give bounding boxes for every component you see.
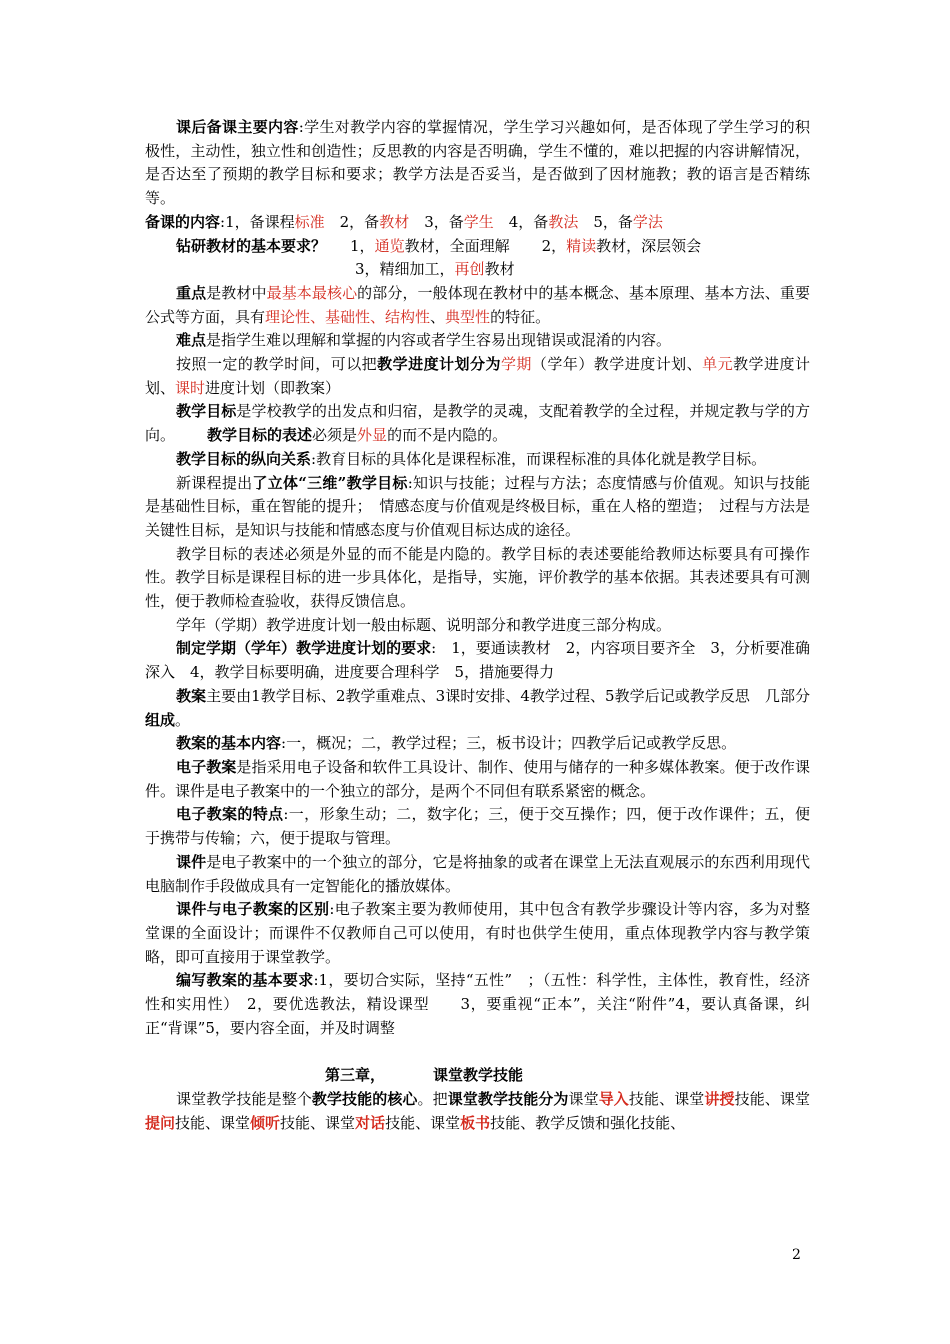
text-run: （学年）教学进度计划、 [531, 355, 703, 374]
text-run: 、 [430, 307, 446, 326]
text-run: 3，备 [409, 212, 464, 231]
text-run: 2，备 [324, 212, 380, 231]
highlight-text: 精读 [566, 236, 597, 255]
highlight-text: 讲授 [704, 1090, 735, 1109]
paragraph-three-dimensional-goals [145, 472, 810, 543]
chapter-title: 课堂教学技能 [433, 1066, 524, 1085]
text-run: 3，精细加工， [355, 260, 455, 279]
text-run: 5，备 [578, 212, 633, 231]
term-label: 难点 [176, 331, 207, 350]
paragraph-teaching-goal [145, 400, 810, 447]
paragraph-schedule-plan [145, 353, 810, 400]
highlight-text: 学期 [500, 355, 532, 374]
term-label: 电子教案 [176, 757, 237, 776]
term-label: 教案 [176, 686, 207, 705]
highlight-text: 再创 [454, 260, 485, 279]
highlight-text: 导入 [598, 1090, 629, 1109]
text-run: 教材，深层领会 [596, 236, 702, 255]
text-run: 进度计划（即教案） [205, 378, 341, 397]
text-run: 课堂教学技能是整个 [176, 1090, 312, 1109]
paragraph-text: 是指学生难以理解和掌握的内容或者学生容易出现错误或混淆的内容。 [206, 331, 672, 350]
paragraph-writing-requirements [145, 969, 810, 1040]
term-label: 课件 [176, 852, 207, 871]
bold-text: 组成 [145, 710, 176, 729]
paragraph-text: :一，形象生动；二，数字化；三，便于交互操作；四，便于改作课件；五，便于携带与传输；六，便于提取与管理。 [145, 805, 810, 848]
paragraph-text: :电子教案主要为教师使用，其中包含有教学步骤设计等内容，多为对整堂课的全面设计；而课件不仅教师自己可以使用，有时也供学生使用，重点体现教学内容与教学策略，即可直接用于课堂教学。 [145, 900, 810, 966]
paragraph-e-lesson-features [145, 803, 810, 850]
text-run: 是教材中 [206, 283, 267, 302]
highlight-text: 单元 [702, 355, 734, 374]
text-run: 教学进度计划、 [145, 355, 810, 397]
paragraph-difficult-points [145, 329, 810, 353]
text-run: 是学校教学的出发点和归宿，是教学的灵魂，支配着教学的全过程，并规定教与学的方向。 [145, 402, 810, 445]
text-run: 的部分，一般体现在教材中的基本概念、基本原理、基本方法、重要公式等方面，具有 [145, 283, 810, 326]
bold-text: 课堂教学技能分为 [447, 1090, 569, 1109]
document-body [145, 116, 810, 1136]
term-label: 备课的内容 [145, 212, 221, 231]
highlight-text: 标准 [294, 212, 325, 231]
text-run: 技能、课堂 [175, 1113, 251, 1132]
highlight-text: 典型性 [445, 307, 491, 326]
text-run: 按照一定的教学时间，可以把 [176, 355, 378, 374]
paragraph-goal-expression [145, 543, 810, 614]
paragraph-textbook-requirements-cont [145, 258, 810, 282]
paragraph-after-class-prep [145, 116, 810, 211]
paragraph-text: 是电子教案中的一个独立的部分，它是将抽象的或者在课堂上无法直观展示的东西利用现代电脑制作手段做成具有一定智能化的播放媒体。 [145, 852, 810, 895]
highlight-text: 理论性、基础性、结构性 [265, 307, 431, 326]
bold-text: 教学目标的表述 [207, 426, 313, 445]
text-run: 4，备 [493, 212, 549, 231]
highlight-text: 倾听 [250, 1113, 281, 1132]
text-run: 。 [175, 710, 191, 729]
paragraph-key-points [145, 282, 810, 329]
text-run: 教材，全面理解 [404, 236, 510, 255]
highlight-text: 最基本最核心 [266, 283, 358, 302]
paragraph-text: 学年（学期）教学进度计划一般由标题、说明部分和教学进度三部分构成。 [176, 615, 672, 634]
paragraph-courseware-difference [145, 898, 810, 969]
paragraph-schedule-requirements [145, 637, 810, 684]
paragraph-text: :教育目标的具体化是课程标准，而课程标准的具体化就是教学目标。 [311, 449, 767, 468]
paragraph-text: :学生对教学内容的掌握情况，学生学习兴趣如何，是否体现了学生学习的积极性，主动性，独立性和创造性；反思教的内容是否明确，学生不懂的，难以把握的内容讲解情况，是否达至了预期的教学目标和要求；教学方法是否妥当，是否做到了因材施教；教的语言是否精练等。 [145, 118, 810, 208]
paragraph-textbook-requirements [145, 235, 810, 259]
bold-text: 了立体“三维”教学目标 [252, 473, 408, 492]
text-run: 的特征。 [490, 307, 551, 326]
text-run: :1，备课程 [220, 212, 295, 231]
section-spacer [145, 1040, 810, 1064]
text-run: 教材 [484, 260, 515, 279]
text-run: 2， [541, 236, 567, 255]
bold-text: 教学进度计划分为 [377, 355, 501, 374]
text-run: 主要由1教学目标、2教学重难点、3课时安排、4教学过程、5教学后记或教学反思 几部分 [206, 686, 810, 705]
text-run: 新课程提出 [176, 473, 253, 492]
term-label: 教学目标的纵向关系 [176, 449, 312, 468]
text-run: 技能、教学反馈和强化技能、 [490, 1113, 686, 1132]
text-run: 技能、课堂 [280, 1113, 356, 1132]
highlight-text: 通览 [374, 236, 405, 255]
highlight-text: 提问 [145, 1113, 176, 1132]
text-run: 技能、课堂 [385, 1113, 461, 1132]
paragraph-classroom-skills [145, 1088, 810, 1135]
paragraph-prep-content [145, 211, 810, 235]
page-number: 2 [792, 1247, 801, 1263]
highlight-text: 课时 [175, 378, 206, 397]
text-run: 必须是 [312, 426, 358, 445]
term-label: 制定学期（学年）教学进度计划的要求 [176, 639, 432, 658]
paragraph-text: : 1，要通读教材 2，内容项目要齐全 3，分析要准确深入 4，教学目标要明确，进度要合理科学 5，措施要得力 [145, 639, 810, 682]
term-label: 课件与电子教案的区别 [176, 900, 330, 919]
paragraph-text: 是指采用电子设备和软件工具设计、制作、使用与储存的一种多媒体教案。便于改作课件。课件是电子教案中的一个独立的部分，是两个不同但有联系紧密的概念。 [145, 757, 810, 800]
bold-text: 教学技能的核心 [311, 1090, 418, 1109]
term-label: 编写教案的基本要求 [176, 971, 314, 990]
highlight-text: 教材 [379, 212, 410, 231]
paragraph-lesson-plan-content [145, 732, 810, 756]
paragraph-text: :1，要切合实际，坚持“五性” ；（五性：科学性，主体性，教育性，经济性和实用性） 2，要优选教法，精设课型 3，要重视“正本”，关注“附件”4，要认真备课，纠正“背课”5，要内容全面，并及时调整 [145, 971, 810, 1037]
text-run: :知识与技能；过程与方法；态度情感与价值观。知识与技能是基础性目标，重在智能的提升； 情感态度与价值观是终极目标，重在人格的塑造； 过程与方法是关键性目标，是知识与技能和情感态度与价值观目标达成的途径。 [145, 473, 810, 539]
term-label: 教案的基本内容 [176, 734, 282, 753]
text-run: 技能、课堂 [734, 1090, 810, 1109]
highlight-text: 对话 [355, 1113, 386, 1132]
term-label: 课后备课主要内容 [176, 118, 299, 136]
paragraph-e-lesson-plan [145, 756, 810, 803]
text-run: 1， [350, 236, 375, 255]
text-run: 技能、课堂 [628, 1090, 705, 1109]
highlight-text: 学法 [632, 212, 663, 231]
text-run: 。把 [417, 1090, 448, 1109]
term-label: 教学目标 [176, 402, 237, 421]
term-label: 重点 [176, 283, 207, 302]
highlight-text: 教法 [548, 212, 579, 231]
paragraph-schedule-structure [145, 614, 810, 638]
highlight-text: 学生 [463, 212, 494, 231]
term-label: 电子教案的特点 [176, 805, 284, 824]
chapter-number: 第三章， [325, 1066, 386, 1085]
term-label: 钻研教材的基本要求？ [176, 236, 327, 255]
highlight-text: 外显 [357, 426, 388, 445]
paragraph-text: :一，概况；二，教学过程；三，板书设计；四教学后记或教学反思。 [281, 734, 737, 753]
paragraph-goal-vertical-relation [145, 448, 810, 472]
highlight-text: 板书 [460, 1113, 491, 1132]
text-run: 的而不是内隐的。 [387, 426, 508, 445]
paragraph-text: 教学目标的表述必须是外显的而不能是内隐的。教学目标的表述要能给教师达标要具有可操作性。教学目标是课程目标的进一步具体化，是指导，实施，评价教学的基本依据。其表述要具有可测性，便于教师检查验收，获得反馈信息。 [145, 544, 810, 611]
paragraph-lesson-plan [145, 685, 810, 732]
paragraph-courseware [145, 851, 810, 898]
chapter-heading [145, 1064, 810, 1088]
text-run: 课堂 [568, 1090, 599, 1109]
